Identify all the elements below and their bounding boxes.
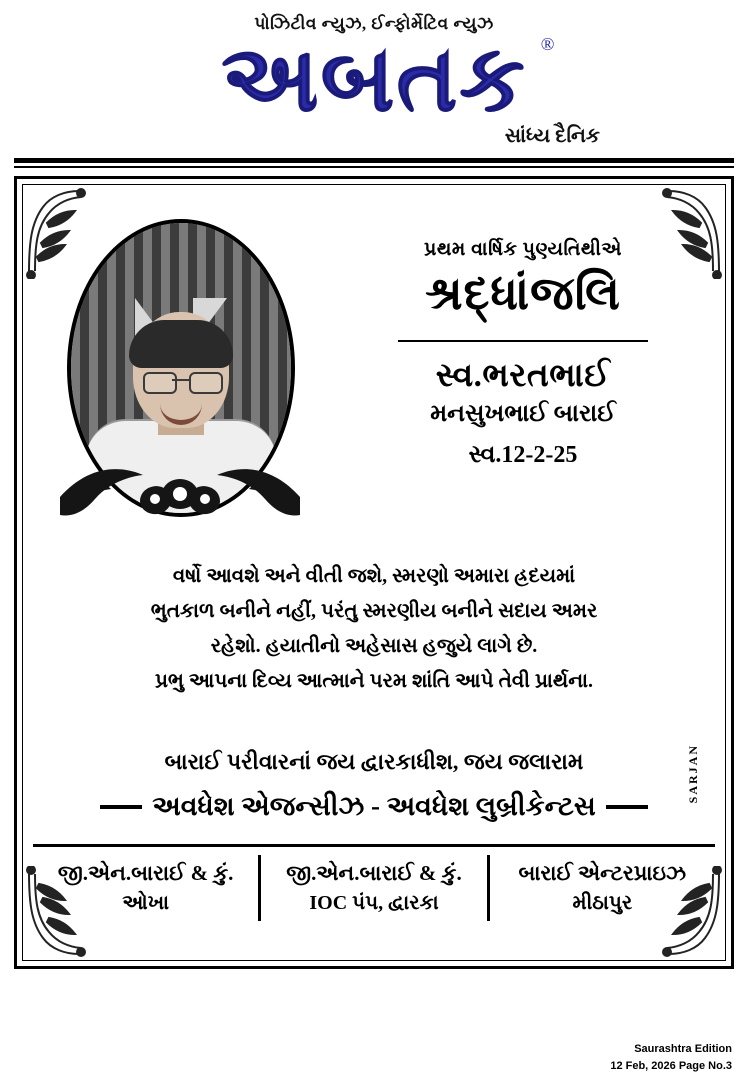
sponsor-column [33, 855, 258, 921]
agency-dash-left [100, 805, 142, 809]
agency-line [39, 791, 709, 823]
sponsor-location: ઓખા [122, 892, 170, 915]
death-date: સ્વ.12-2-25 [468, 442, 578, 469]
poem-line: ભુતકાળ બનીને નહીં, પરંતુ સ્મરણીય બનીને સદાય અમર [150, 600, 598, 623]
edition-info [610, 1041, 732, 1074]
poem-line: વર્ષો આવશે અને વીતી જશે, સ્મરણો અમારા હ્રદયમાં [172, 565, 576, 588]
obituary-heading: શ્રદ્ધાંજલિ [425, 268, 621, 320]
deceased-portrait [55, 219, 305, 519]
occasion-text: પ્રથમ વાર્ષિક પુણ્યતિથીએ [424, 239, 622, 261]
floral-wreath-icon [55, 457, 305, 527]
poem-line: પ્રભુ આપના દિવ્ય આત્માને પરમ શાંતિ આપે તેવી પ્રાર્થના. [154, 670, 594, 693]
masthead-divider-thick [14, 158, 734, 163]
sponsor-name: બારાઈ એન્ટરપ્રાઇઝ [518, 861, 687, 886]
sponsor-columns [33, 855, 715, 921]
portrait-glasses-bridge [172, 379, 190, 381]
obituary-heading-block [337, 239, 709, 469]
poem-line: રહેશો. હયાતીનો અહેસાસ હજુયે લાગે છે. [210, 635, 538, 658]
deceased-name: સ્વ.ભરતભાઈ [435, 358, 611, 395]
masthead-title: અબતક [221, 28, 527, 130]
sponsor-name: જી.એન.બારાઈ & કું. [286, 861, 462, 886]
sponsor-column [487, 855, 715, 921]
portrait-hair [129, 320, 233, 368]
masthead-subtitle: સાંધ્ય દૈનિક [504, 125, 600, 148]
memorial-poem [39, 559, 709, 699]
registered-trademark-icon: ® [540, 34, 555, 54]
masthead-divider-thin [14, 166, 734, 168]
agency-dash-right [606, 805, 648, 809]
edition-name: Saurashtra Edition [634, 1043, 732, 1055]
masthead-title-wrap [216, 28, 555, 130]
portrait-head [133, 312, 229, 428]
masthead-tagline: પોઝિટીવ ન્યુઝ, ઈન્ફોર્મેટિવ ન્યુઝ [254, 14, 494, 33]
masthead [0, 0, 748, 148]
portrait-smile [160, 404, 202, 425]
artist-signature: SARJAN [686, 744, 700, 804]
edition-date-page: 12 Feb, 2026 Page No.3 [610, 1059, 732, 1072]
footer-divider [33, 844, 715, 847]
deceased-name-sub: મનસુખભાઈ બારાઈ [430, 401, 616, 428]
agency-label: અવધેશ એજન્સીઝ - અવધેશ લુબ્રીકેન્ટસ [152, 791, 596, 822]
family-message: બારાઈ પરીવારનાં જય દ્વારકાધીશ, જય જલારામ [164, 749, 584, 775]
obituary-advertisement [14, 176, 734, 969]
sponsor-location: IOC પંપ, દ્વારકા [309, 892, 439, 915]
portrait-glasses-right [189, 372, 223, 394]
sponsor-column [258, 855, 486, 921]
portrait-glasses-left [143, 372, 177, 394]
sponsor-location: મીઠાપુર [572, 892, 633, 915]
sponsor-name: જી.એન.બારાઈ & કું. [57, 861, 234, 886]
heading-divider [398, 340, 648, 342]
